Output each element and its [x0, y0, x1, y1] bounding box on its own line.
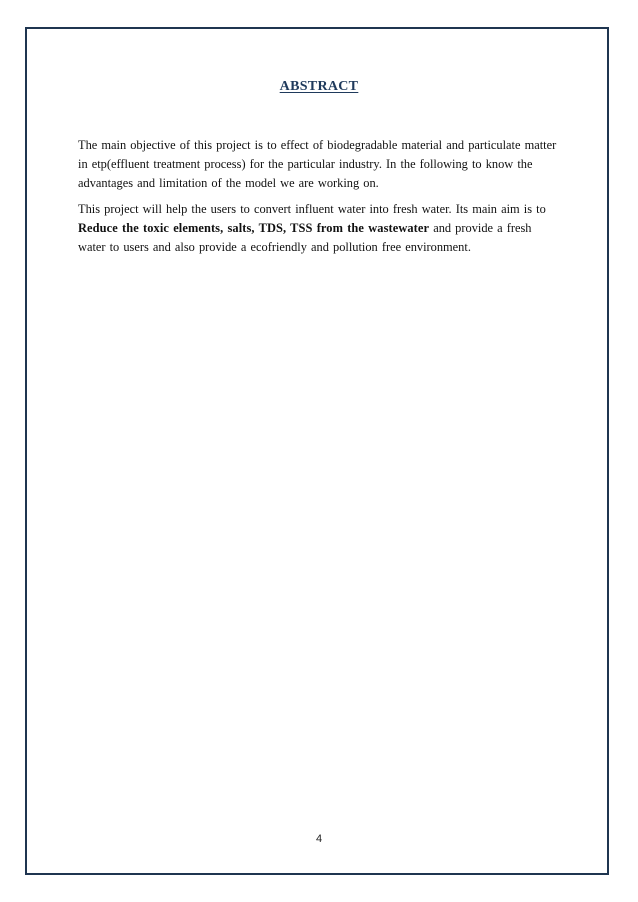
- abstract-body: [78, 136, 562, 264]
- paragraph-objective-text: The main objective of this project is to effect of biodegradable material and particulate matter in etp(effluent treatment process) for the particular industry. In the following to know the advantages and limitation of the model we are working on.: [78, 138, 557, 190]
- paragraph-aim-emphasis: Reduce the toxic elements, salts, TDS, TSS from the wastewater: [78, 221, 430, 235]
- paragraph-aim-intro: This project will help the users to convert influent water into fresh water. Its main aim is to: [78, 202, 546, 216]
- paragraph-aim-rest: and provide a fresh water to users and also provide a ecofriendly and pollution free environment.: [78, 221, 532, 254]
- paragraph-project-aim: [78, 200, 562, 257]
- page-number: 4: [315, 833, 323, 845]
- page-title: ABSTRACT: [279, 79, 359, 94]
- paragraph-objective: [78, 136, 562, 193]
